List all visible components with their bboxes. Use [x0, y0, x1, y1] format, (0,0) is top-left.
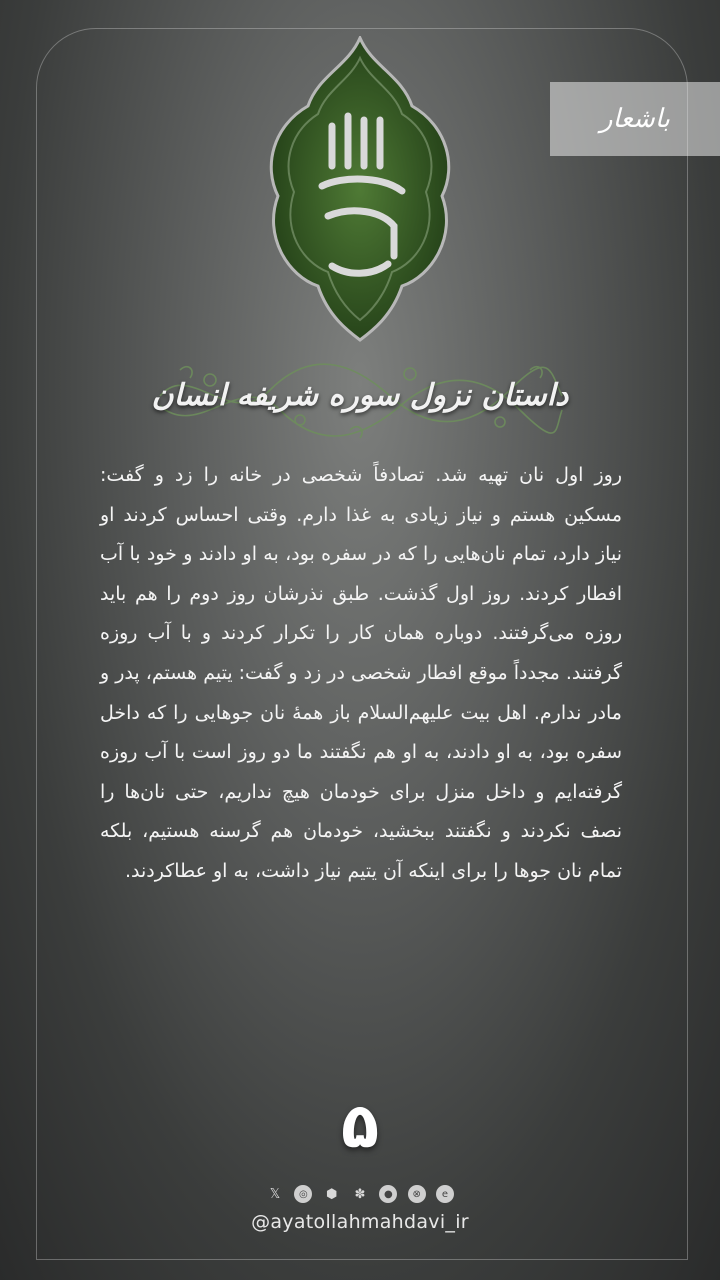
story-paragraph: روز اول نان تهیه شد. تصادفاً شخصی در خانه را زد و گفت: مسکین هستم و نیاز زیادی به غذا دارم. وقتی احساس کردند او نیاز دارد، تمام نان‌هایی را که در سفره بود، به او دادند و خود با آب افطار کردند. روز اول گذشت. طبق نذرشان روز دوم را هم باید روزه می‌گرفتند. دوباره همان کار را تکرار کردند و با آب روزه گرفتند. مجدداً موقع افطار شخصی در زد و گفت: یتیم هستم، پدر و مادر ندارم. اهل بیت علیهم‌السلام باز همهٔ نان جوهایی را که داخل سفره بود، به او دادند، به او هم نگفتند ما دو روز است با آب روزه گرفته‌ایم و داخل منزل برای خودمان هیچ نداریم، حتی نان‌ها را نصف نکردند و نگفتند ببخشید، خودمان هم گرسنه هستیم، بلکه تمام نان جوها را برای اینکه آن یتیم نیاز داشت، به او عطاکردند.	[100, 464, 622, 882]
account-handle[interactable]: @ayatollahmahdavi_ir	[251, 1211, 469, 1233]
calligraphy-emblem	[262, 36, 458, 342]
bale-icon[interactable]: ⊗	[408, 1185, 426, 1203]
badge-logo	[550, 82, 720, 156]
social-icons-row	[266, 1183, 454, 1205]
aparat-icon[interactable]: ✽	[354, 1186, 366, 1202]
x-icon[interactable]: 𝕏	[269, 1186, 281, 1202]
instagram-icon[interactable]: ◎	[294, 1185, 312, 1203]
page-number: ۵	[341, 1088, 379, 1162]
eitaa-icon[interactable]: ●	[379, 1185, 397, 1203]
badge-text: باشعار	[600, 104, 670, 134]
telegram-icon[interactable]: e	[436, 1185, 454, 1203]
page-title: داستان نزول سوره شریفه انسان	[151, 377, 569, 413]
rubika-icon[interactable]: ⬢	[325, 1186, 338, 1202]
